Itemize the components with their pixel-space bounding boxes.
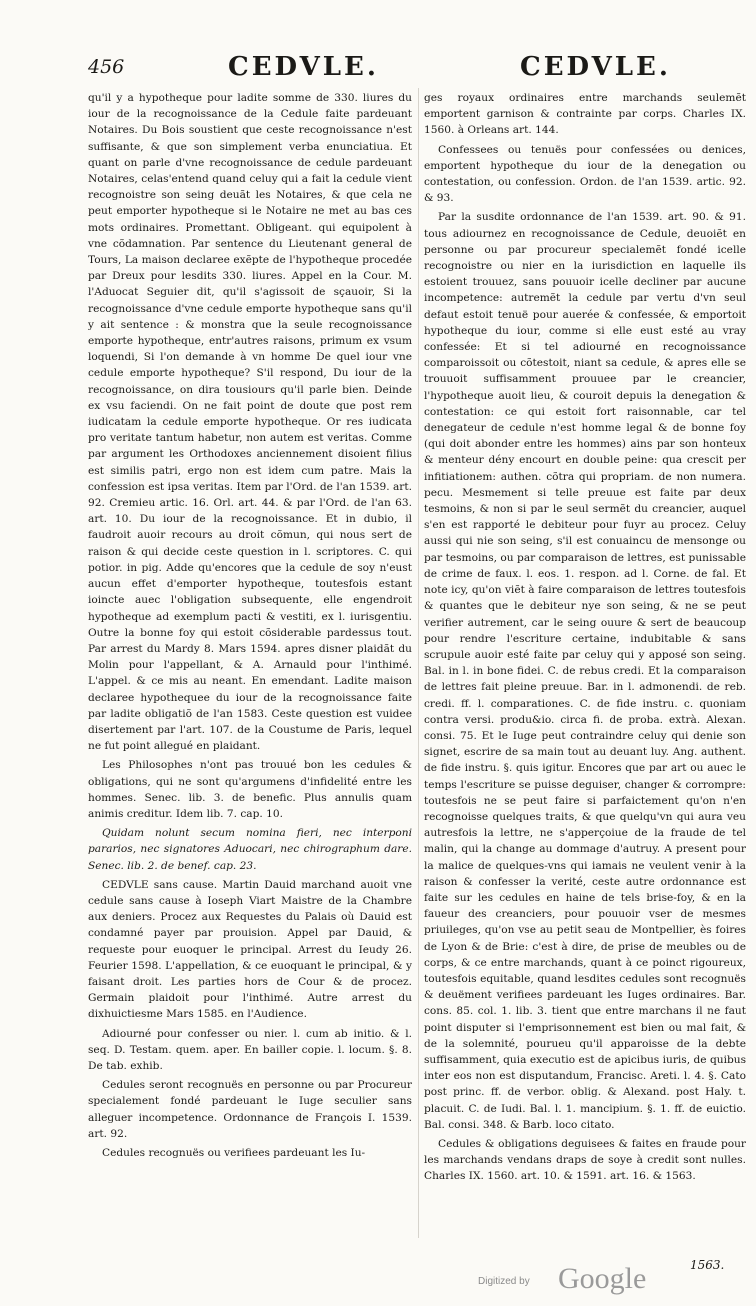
left-column [88,90,412,1164]
paragraph: Adiourné pour confesser ou nier. l. cum ab initio. & l. seq. D. Testam. quem. aper. En bailler copie. l. locum. §. 8. De tab. exhib. [88,1027,412,1072]
paragraph: Les Philosophes n'ont pas trouué bon les cedules & obligations, qui ne sont qu'argumens d'infidelité entre les hommes. Senec. lib. 3. de benefic. Plus annulis quam animis creditur. Idem lib. 7. cap. 10. [88,759,412,820]
paragraph: Quidam nolunt secum nomina fieri, nec interponi pararios, nec signatores Aduocari, nec chirographum dare. Senec. lib. 2. de benef. cap. 23. [88,827,412,872]
paragraph: Cedules seront recognuës en personne ou par Procureur specialement fondé pardeuant le Iuge seculier sans alleguer incompetence. Ordonnance de François I. 1539. art. 92. [88,1079,412,1140]
paragraph: ges royaux ordinaires entre marchands seulemẽt emportent garnison & contrainte par corps. Charles IX. 1560. à Orleans art. 144. [424,92,746,137]
running-head-left: CEDVLE. [228,52,379,82]
right-column [424,90,746,1188]
column-divider [418,88,419,1238]
paragraph: Cedules & obligations deguisees & faites en fraude pour les marchands vendans draps de soye à credit sont nulles. Charles IX. 1560. art. 10. & 1591. art. 16. & 1563. [424,1138,746,1183]
running-head-right: CEDVLE. [520,52,671,82]
digitized-by-text: Digitized by [478,1276,530,1287]
paragraph: qu'il y a hypotheque pour ladite somme de 330. liures du iour de la recognoissance de la Cedule faite pardeuant Notaires. Du Bois soustient que ceste recognoissance n'est suffisante, & que son simplement verba enunciatiua. Et quant on parle d'vne recognoissance de cedule pardeuant Notaires, celas'entend quand celuy qui a fait la cedule vient recognoistre son seing deuãt les Notaires, & que cela ne peut emporter hypotheque si le Notaire ne met au bas ces mots ordinaires. Promettant. Obligeant. qui equipolent à vne cõdamnation. Par sentence du Lieutenant general de Tours, La maison declaree exẽpte de l'hypotheque procedée par Dreux pour lesdits 330. liures. Appel en la Cour. M. l'Aduocat Seguier dit, qu'il s'agissoit de sçauoir, Si la recognoissance d'vne cedule emporte hypotheque sans qu'il y ait sentence : & monstra que la seule recognoissance emporte hypotheque, entr'autres raisons, primum ex vsum loquendi, Si l'on demande à vn homme De quel iour vne cedule emporte hypotheque? S'il respond, Du iour de la recognoissance, on dira tousiours qu'il parle bien. Deinde ex vsu faciendi. On ne fait point de doute que post rem iudicatam la cedule emporte hypotheque. Or res iudicata pro veritate tantum habetur, non autem est veritas. Comme par argument les Orthodoxes anciennement disoient filius est similis patri, ergo non est idem cum patre. Mais la confession est ipsa veritas. Item par l'Ord. de l'an 1539. art. 92. Cremieu artic. 16. Orl. art. 44. & par l'Ord. de l'an 63. art. 10. Du iour de la recognoissance. Et in dubio, il faudroit auoir recours au droit cõmun, qui nous sert de raison & qui decide ceste question in l. scriptores. C. qui potior. in pig. Adde qu'encores que la cedule de soy n'eust aucun effet d'emporter hypotheque, toutesfois estant ioincte auec l'obligation subsequente, elle engendroit hypotheque ad exemplum pacti & vestiti, ex l. iurisgentiu. Outre la bonne foy qui estoit cõsiderable pardessus tout. Par arrest du Mardy 8. Mars 1594. apres disner plaidãt du Molin pour l'appellant, & A. Arnauld pour l'inthimé. L'appel. & ce mis au neant. En emendant. Ladite maison declaree hypothequee du iour de la recognoissance faite par ladite obligatiõ de l'an 1583. Ceste question est vuidee disertement par l'art. 107. de la Coustume de Paris, lequel ne fut point allegué en plaidant. [88,92,412,753]
paragraph: Confessees ou tenuës pour confessées ou denices, emportent hypotheque du iour de la denegation ou contestation, ou confession. Ordon. de l'an 1539. artic. 92. & 93. [424,143,746,205]
paragraph: CEDVLE sans cause. Martin Dauid marchand auoit vne cedule sans cause à Ioseph Viart Maistre de la Chambre aux deniers. Procez aux Requestes du Palais où Dauid est condamné payer par prouision. Appel par Dauid, & requeste pour euoquer le principal. Arrest du Ieudy 26. Feurier 1598. L'appellation, & ce euoquant le principal, & y faisant droit. Les parties hors de Cour & de procez. Germain plaidoit pour l'inthimé. Autre arrest du dixhuictiesme Mars 1585. en l'Audience. [88,878,412,1021]
catchword: 1563. [690,1258,725,1272]
google-logo: Google [558,1262,647,1295]
page-header [88,52,736,88]
page-number: 456 [88,56,125,78]
paragraph: Par la susdite ordonnance de l'an 1539. art. 90. & 91. tous adiournez en recognoissance de Cedule, deuoiẽt en personne ou par procureur specialemẽt fondé icelle recognoistre ou nier en la iurisdiction en laquelle ils estoient trouuez, sans pouuoir icelle decliner par aucune incompetence: autremẽt la cedule par vertu d'vn seul defaut estoit tenuë pour auerée & confessée, & emportoit hypotheque du iour, comme si elle eust esté au vray confessée: Et si tel adiourné en recognoissance comparoissoit ou cõtestoit, niant sa cedule, & apres elle se trouuoit suffisamment prouuee par le creancier, l'hypotheque auoit lieu, & couroit depuis la denegation & contestation: ce qui estoit fort raisonnable, car tel denegateur de cedule n'est homme legal & de bonne foy (qui doit abonder entre les hommes) ains par son honteux & menteur dény encourt en double peine: qua crescit per infitiationem: authen. cõtra qui propriam. de non numera. pecu. Mesmement si telle preuue est faite par deux tesmoins, & non si par le seul sermẽt du creancier, auquel s'en est rapporté le debiteur pour fuyr au procez. Celuy aussi qui nie son seing, s'il est conuaincu de mensonge ou par tesmoins, ou par comparaison de lettres, est punissable de crime de faux. l. eos. 1. respon. ad l. Corne. de fal. Et note icy, qu'on viẽt à faire comparaison de lettres toutesfois & quantes que le debiteur nye son seing, & ne se peut verifier autrement, car le seing ouure & sert de beaucoup pour rendre l'escriture certaine, indubitable & sans scrupule auoir esté faite par celuy qui y apposé son seing. Bal. in l. in bone fidei. C. de rebus credi. Et la comparaison de lettres fait pleine preuue. Bar. in l. admonendi. de reb. credi. ff. l. comparationes. C. de fide instru. c. quoniam contra versi. produ&io. circa fi. de proba. extrà. Alexan. consi. 75. Et le Iuge peut contraindre celuy qui denie son signet, escrire de sa main tout au deuant luy. Ang. authent. de fide instru. §. quis igitur. Encores que par art ou auec le temps l'escriture se puisse deguiser, changer & corrompre: toutesfois ne se peut faire si parfaictement qu'on n'en recognoisse quelques traits, & que quelqu'vn qui aura veu autresfois la lettre, ne s'apperçoiue de la fraude de tel malin, qui la change au dommage d'autruy. A present pour la malice de quelques-vns qui iamais ne veulent venir à la raison & confesser la verité, ceste autre ordonnance est faite sur les cedules en haine de tels brise-foy, & en la faueur des creanciers, pour pouuoir vser de mesmes priuileges, qu'on vse au petit seau de Montpellier, ès foires de Lyon & de Brie: c'est à dire, de prise de meubles ou de corps, & ce entre marchands, quant à ce poinct rigoureux, toutesfois equitable, quand lesdites cedules sont recognuës & deuëment verifiees pardeuant les Iuges ordinaires. Bar. cons. 85. col. 1. lib. 3. tient que entre marchans il ne faut point disputer si l'emprisonnement est bien ou mal fait, & de la solemnité, pourueu qu'il apparoisse de la debte suffisamment, quia executio est de apicibus iuris, de quibus inter eos non est disputandum, Francisc. Areti. l. 4. §. Cato post princ. ff. de verbor. oblig. & Alexand. post Haly. t. placuit. C. de Iudi. Bal. l. 1. mancipium. §. 1. ff. de euictio. Bal. consi. 348. & Barb. loco citato. [424,211,746,1131]
paragraph: Cedules recognuës ou verifiees pardeuant les Iu- [102,1147,366,1159]
